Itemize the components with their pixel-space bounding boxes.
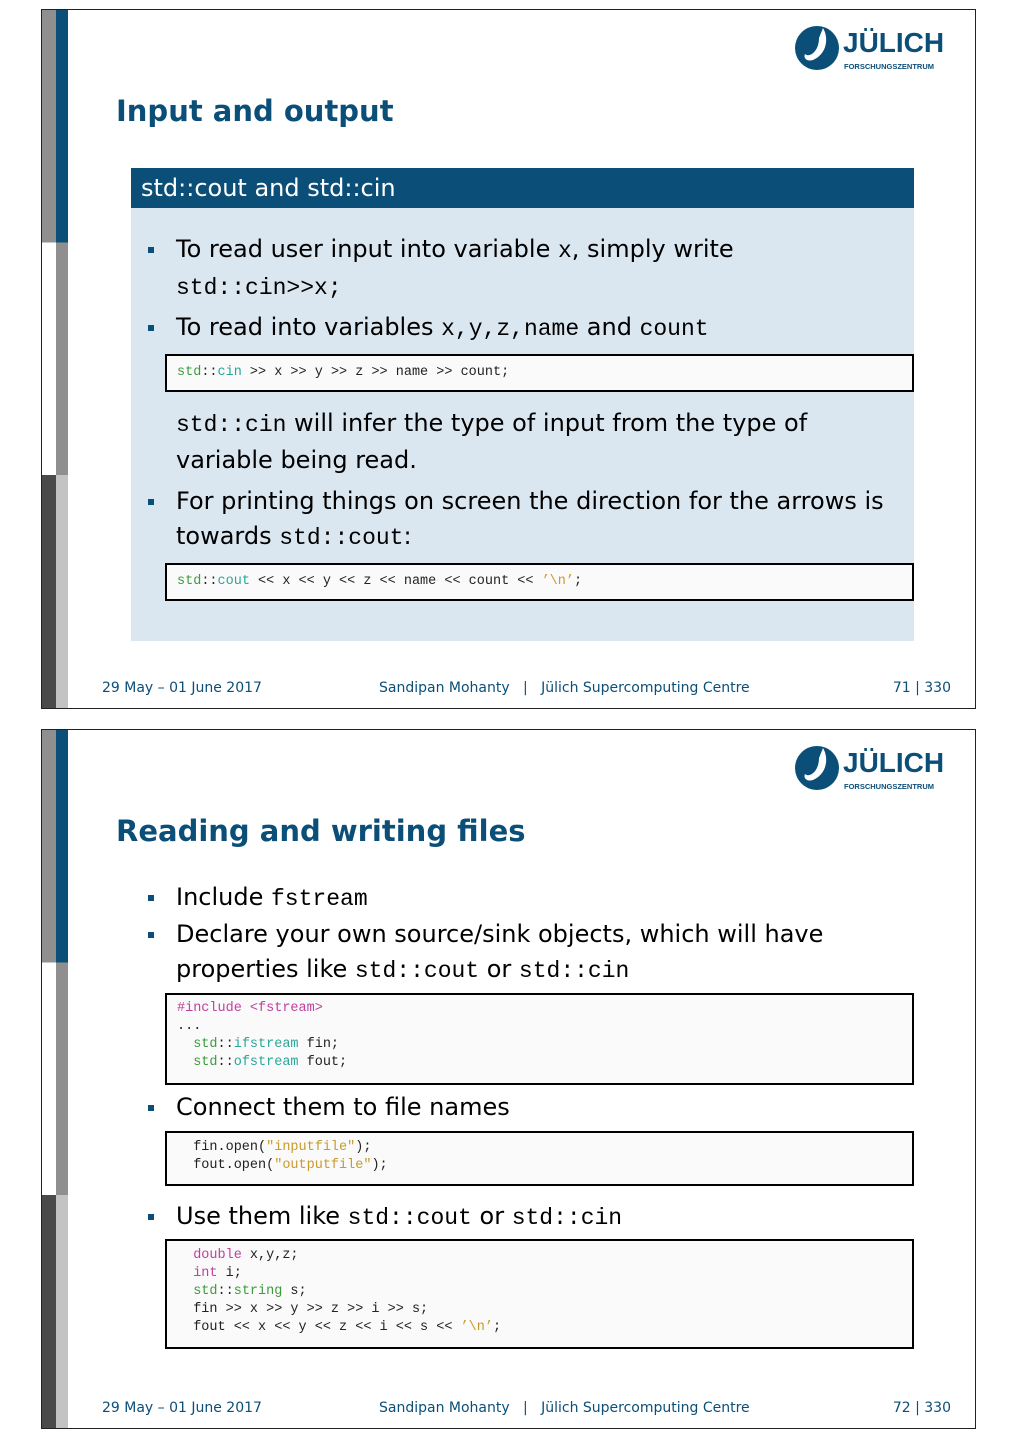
code-inline: x,y,z,name (441, 316, 580, 342)
code-block (165, 1239, 914, 1349)
footer-page (893, 680, 951, 696)
julich-logo (793, 742, 953, 796)
code-token: string (233, 1284, 283, 1299)
bullet-item (176, 310, 896, 347)
page-number: 71 (892, 680, 911, 696)
slide-title: Reading and writing files (116, 814, 526, 848)
slide-title: Input and output (116, 94, 394, 128)
code-token: ifstream (233, 1037, 299, 1052)
side-bar-right (56, 730, 68, 1428)
code-block (165, 993, 914, 1085)
code-inline: std::cout (347, 1205, 472, 1231)
code-block (165, 354, 914, 392)
bullet-marker (148, 247, 154, 253)
text: To read user input into variable (176, 235, 558, 263)
code-token: fout; (298, 1055, 348, 1070)
code-token: ’\n’ (460, 1320, 493, 1335)
code-token: fin.open( (193, 1140, 267, 1155)
code-token: :: (217, 1037, 234, 1052)
code-inline: std::cout (354, 958, 480, 984)
text: will infer the type of input from the type of (286, 409, 808, 437)
bullet-marker (148, 895, 154, 901)
code-token: :: (201, 574, 218, 589)
slide-71 (41, 9, 976, 709)
code-token: cin (217, 365, 242, 380)
code-inline: std::cin>>x; (176, 275, 342, 301)
code-token: :: (217, 1284, 234, 1299)
code-token: s; (282, 1284, 307, 1299)
bullet-item (176, 880, 896, 917)
code-token: fout.open( (193, 1158, 275, 1173)
text: To read into variables (176, 313, 442, 341)
code-token: :: (201, 365, 218, 380)
footer-center (379, 1400, 750, 1416)
code-token: std (193, 1037, 218, 1052)
code-inline: std::cin (518, 958, 630, 984)
julich-logo-icon (793, 24, 841, 72)
code-token: #include <fstream> (177, 1001, 323, 1016)
code-inline: std::cin (176, 412, 287, 438)
footer-separator: | (523, 1400, 528, 1416)
code-inline: x (557, 238, 572, 264)
code-token: "inputfile" (266, 1140, 356, 1155)
logo-name: JÜLICH (843, 747, 945, 778)
code-token: fin >> x >> y >> z >> i >> s; (193, 1302, 429, 1317)
code-token: fin; (298, 1037, 340, 1052)
bullet-marker (148, 1105, 154, 1111)
text: or (471, 1202, 512, 1230)
code-token: ; (573, 574, 583, 589)
code-token: ; (492, 1320, 502, 1335)
footer-page (893, 1400, 951, 1416)
text: variable being read. (176, 446, 417, 474)
footer-separator: | (915, 1400, 920, 1416)
code-token: :: (217, 1055, 234, 1070)
code-block (165, 1131, 914, 1186)
code-token: std (193, 1055, 218, 1070)
footer-date: 29 May – 01 June 2017 (102, 680, 262, 696)
page-number: 72 (892, 1400, 911, 1416)
side-bar-left (42, 730, 56, 1428)
bullet-marker (148, 932, 154, 938)
code-token: i; (217, 1266, 242, 1281)
code-token: x,y,z; (241, 1248, 299, 1263)
footer-org: Jülich Supercomputing Centre (541, 680, 750, 696)
logo-subtitle: FORSCHUNGSZENTRUM (844, 62, 934, 71)
text: For printing things on screen the direction for the arrows is (176, 487, 884, 515)
bullet-item (176, 1199, 896, 1236)
slide-72 (41, 729, 976, 1429)
text: Include (176, 883, 271, 911)
code-token: "outputfile" (274, 1158, 372, 1173)
code-token: << x << y << z << name << count << (249, 574, 542, 589)
text: and (579, 313, 640, 341)
code-block (165, 563, 914, 601)
code-inline: std::cin (511, 1205, 623, 1231)
code-token: std (177, 365, 202, 380)
code-token: ofstream (233, 1055, 299, 1070)
code-token: ’\n’ (541, 574, 574, 589)
bullet-marker (148, 325, 154, 331)
footer-date: 29 May – 01 June 2017 (102, 1400, 262, 1416)
code-token: std (177, 574, 202, 589)
text: or (479, 955, 519, 983)
footer-author: Sandipan Mohanty (379, 680, 510, 696)
block-title: std::cout and std::cin (131, 168, 914, 208)
side-bar-right (56, 10, 68, 708)
text: : (403, 522, 412, 550)
logo-name: JÜLICH (843, 27, 945, 58)
text: towards (176, 522, 280, 550)
text: Declare your own source/sink objects, which will have (176, 920, 824, 948)
code-token: double (193, 1248, 242, 1263)
page-total: 330 (924, 680, 951, 696)
code-token: >> x >> y >> z >> name >> count; (241, 365, 510, 380)
bullet-marker (148, 1214, 154, 1220)
code-inline: count (639, 316, 709, 342)
footer-author: Sandipan Mohanty (379, 1400, 510, 1416)
bullet-item (176, 1090, 896, 1125)
text: Connect them to file names (176, 1093, 510, 1121)
bullet-item (176, 484, 896, 556)
code-token: int (193, 1266, 218, 1281)
julich-logo-icon (793, 744, 841, 792)
code-token: ... (177, 1019, 202, 1034)
side-bar-left (42, 10, 56, 708)
text: , simply write (571, 235, 734, 263)
code-token: ); (355, 1140, 372, 1155)
page-total: 330 (924, 1400, 951, 1416)
julich-logo (793, 22, 953, 76)
text: properties like (176, 955, 355, 983)
code-inline: std::cout (279, 525, 404, 551)
text: Use them like (176, 1202, 348, 1230)
logo-subtitle: FORSCHUNGSZENTRUM (844, 782, 934, 791)
code-token: cout (217, 574, 250, 589)
paragraph (176, 406, 896, 478)
bullet-item (176, 232, 896, 306)
code-inline: fstream (271, 886, 368, 912)
code-token: ); (371, 1158, 388, 1173)
code-token: fout << x << y << z << i << s << (193, 1320, 461, 1335)
footer-center (379, 680, 750, 696)
footer-separator: | (915, 680, 920, 696)
bullet-item (176, 917, 896, 989)
bullet-marker (148, 499, 154, 505)
footer-org: Jülich Supercomputing Centre (541, 1400, 750, 1416)
code-token: std (193, 1284, 218, 1299)
footer-separator: | (523, 680, 528, 696)
